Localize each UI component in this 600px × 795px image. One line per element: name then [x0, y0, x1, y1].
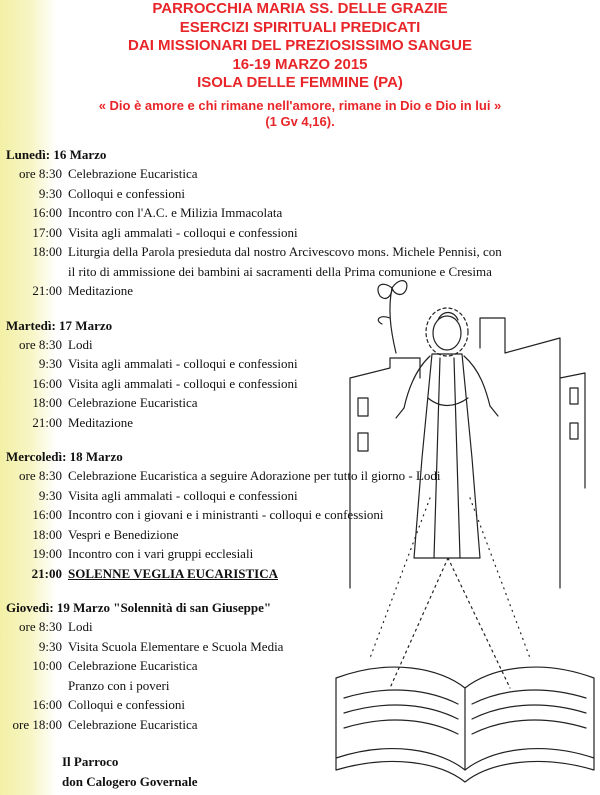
row-activity: Incontro con l'A.C. e Milizia Immacolata [68, 205, 283, 220]
row-activity: SOLENNE VEGLIA EUCARISTICA [68, 565, 278, 581]
row-activity: il rito di ammissione dei bambini ai sacramenti della Prima comunione e Cresima [68, 263, 492, 279]
row-time: 18:00 [32, 395, 62, 410]
row-time: 18:00 [32, 244, 62, 259]
schedule-row [6, 637, 600, 657]
row-time: 17:00 [32, 224, 62, 240]
header-place: ISOLA DELLE FEMMINE (PA) [197, 74, 403, 91]
row-time: 16:00 [32, 507, 62, 522]
program [6, 146, 600, 734]
schedule-row [6, 544, 600, 564]
schedule-row [6, 656, 600, 676]
signature [62, 752, 198, 792]
schedule-row [6, 242, 600, 262]
row-time: 19:00 [32, 546, 62, 561]
row-time: ore 8:30 [19, 336, 62, 352]
row-time: ore 18:00 [12, 716, 62, 732]
row-activity: Lodi [68, 336, 93, 352]
schedule-row [6, 164, 600, 184]
header-preachers: DAI MISSIONARI DEL PREZIOSISSIMO SANGUE [128, 37, 472, 54]
row-time: 9:30 [38, 356, 62, 371]
schedule-row [6, 354, 600, 374]
row-activity: Visita agli ammalati - colloqui e confessioni [68, 375, 298, 391]
row-activity: Celebrazione Eucaristica [68, 166, 198, 181]
schedule-row [6, 393, 600, 413]
row-activity: Celebrazione Eucaristica [68, 716, 198, 732]
row-time: 9:30 [38, 185, 62, 201]
day-title: Martedì: 17 Marzo [6, 317, 113, 333]
row-time: ore 8:30 [19, 619, 62, 634]
schedule-row [6, 374, 600, 394]
header-reference: (1 Gv 4,16). [265, 113, 335, 129]
header-dates: 16-19 MARZO 2015 [232, 55, 368, 73]
row-time: 10:00 [32, 658, 62, 673]
row-activity: Celebrazione Eucaristica a seguire Adorazione per tutto il giorno - Lodi [68, 468, 441, 483]
day-title: Lunedì: 16 Marzo [6, 147, 107, 162]
schedule-row [6, 203, 600, 223]
schedule-row [6, 223, 600, 243]
row-activity: Meditazione [68, 283, 133, 298]
row-activity: Liturgia della Parola presieduta dal nostro Arcivescovo mons. Michele Pennisi, con [68, 244, 502, 259]
header-parish: PARROCCHIA MARIA SS. DELLE GRAZIE [152, 0, 448, 17]
row-activity: Vespri e Benedizione [68, 526, 179, 542]
row-activity: Celebrazione Eucaristica [68, 658, 198, 673]
row-activity: Visita agli ammalati - colloqui e confessioni [68, 356, 298, 371]
schedule-row [6, 617, 600, 637]
row-time: ore 8:30 [19, 166, 62, 181]
row-activity: Pranzo con i poveri [68, 677, 170, 693]
schedule-row [6, 486, 600, 506]
row-activity: Meditazione [68, 414, 133, 430]
schedule-row [6, 505, 600, 525]
row-time: 9:30 [38, 487, 62, 503]
row-time: 21:00 [31, 565, 62, 581]
header-event: ESERCIZI SPIRITUALI PREDICATI [179, 18, 421, 36]
schedule-row [6, 715, 600, 735]
schedule-row [6, 281, 600, 301]
row-activity: Visita agli ammalati - colloqui e confessioni [68, 487, 298, 503]
row-time: 16:00 [32, 375, 62, 391]
row-activity: Lodi [68, 619, 93, 634]
schedule-row [6, 335, 600, 355]
schedule-row [6, 184, 600, 204]
row-activity: Colloqui e confessioni [68, 697, 185, 712]
day-title: Giovedì: 19 Marzo "Solennità di san Giuseppe" [6, 600, 272, 615]
day-title: Mercoledì: 18 Marzo [6, 449, 123, 464]
schedule-row [6, 413, 600, 433]
schedule-row [6, 466, 600, 486]
schedule-row [6, 676, 600, 696]
signature-role: Il Parroco [62, 754, 119, 769]
row-time: 18:00 [32, 526, 62, 542]
row-activity: Visita agli ammalati - colloqui e confessioni [68, 224, 298, 240]
row-activity: Incontro con i vari gruppi ecclesiali [68, 546, 254, 561]
row-activity: Incontro con i giovani e i ministranti - colloqui e confessioni [68, 507, 384, 522]
row-activity: Celebrazione Eucaristica [68, 395, 198, 410]
row-time: 21:00 [32, 283, 62, 298]
row-time: ore 8:30 [19, 468, 62, 483]
schedule-row [6, 525, 600, 545]
row-time: 16:00 [32, 697, 62, 712]
header [0, 0, 600, 130]
row-activity: Visita Scuola Elementare e Scuola Media [68, 638, 284, 654]
row-time: 16:00 [32, 205, 62, 220]
row-activity: Colloqui e confessioni [68, 185, 185, 201]
row-time: 21:00 [32, 414, 62, 430]
schedule-row [6, 695, 600, 715]
row-time: 9:30 [38, 638, 62, 654]
schedule-row-highlight [6, 564, 600, 584]
signature-name: don Calogero Governale [62, 774, 198, 789]
header-quote: « Dio è amore e chi rimane nell'amore, rimane in Dio e Dio in lui » [98, 97, 502, 113]
schedule-row [6, 262, 600, 282]
